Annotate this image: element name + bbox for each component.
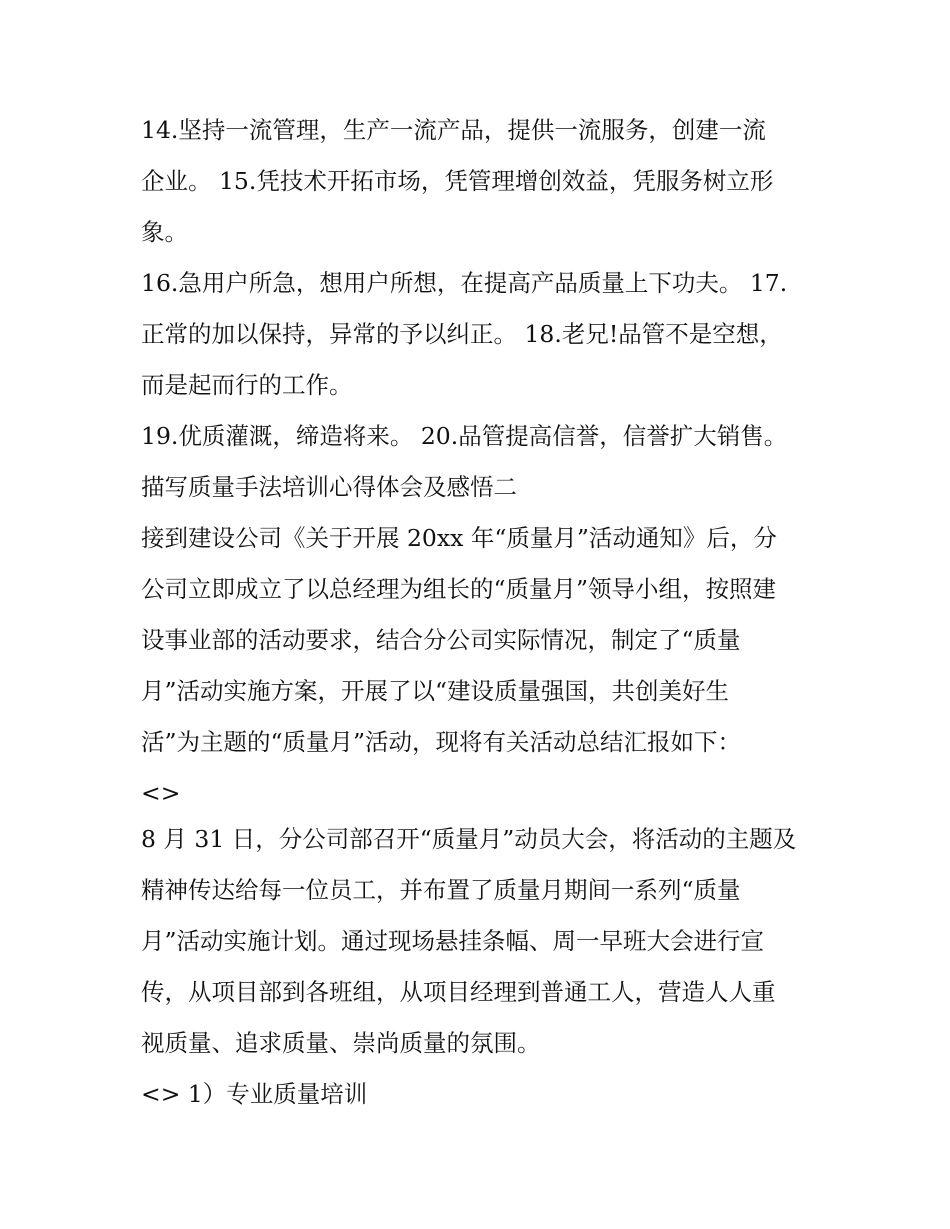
section-heading: 描写质量手法培训心得体会及感悟二 [141,473,517,501]
text-line: 活”为主题的“质量月”活动，现将有关活动总结汇报如下： [141,728,742,756]
text-line: 企业。 15.凭技术开拓市场，凭管理增创效益，凭服务树立形 [141,167,774,195]
text-line: 传，从项目部到各班组，从项目经理到普通工人，营造人人重 [141,978,776,1006]
text-line: 接到建设公司《关于开展 20xx 年“质量月”活动通知》后，分 [141,524,777,552]
text-line: 16.急用户所急，想用户所想，在提高产品质量上下功夫。 17. [141,269,788,297]
text-line: 视质量、追求质量、崇尚质量的氛围。 [141,1029,541,1057]
text-line: 月”活动实施计划。通过现场悬挂条幅、周一早班大会进行宣 [141,927,765,955]
document-body [141,110,813,1125]
text-line: 14.坚持一流管理，生产一流产品，提供一流服务，创建一流 [141,116,766,144]
text-line: 设事业部的活动要求，结合分公司实际情况，制定了“质量 [141,626,741,654]
text-line: 精神传达给每一位员工，并布置了质量月期间一系列“质量 [141,876,741,904]
text-line: 月”活动实施方案，开展了以“建设质量强国，共创美好生 [141,677,730,705]
text-line: 象。 [141,218,188,246]
text-line: 正常的加以保持，异常的予以纠正。 18.老兄!品管不是空想， [141,320,783,348]
text-line: 8 月 31 日，分公司部召开“质量月”动员大会，将活动的主题及 [141,825,797,853]
text-line: 公司立即成立了以总经理为组长的“质量月”领导小组，按照建 [141,575,777,603]
text-line: 19.优质灌溉，缔造将来。 20.品管提高信誉，信誉扩大销售。 [141,422,788,450]
subsection-heading: <> 1）专业质量培训 [141,1080,368,1108]
text-line: <> [141,779,181,807]
text-line: 而是起而行的工作。 [141,371,353,399]
